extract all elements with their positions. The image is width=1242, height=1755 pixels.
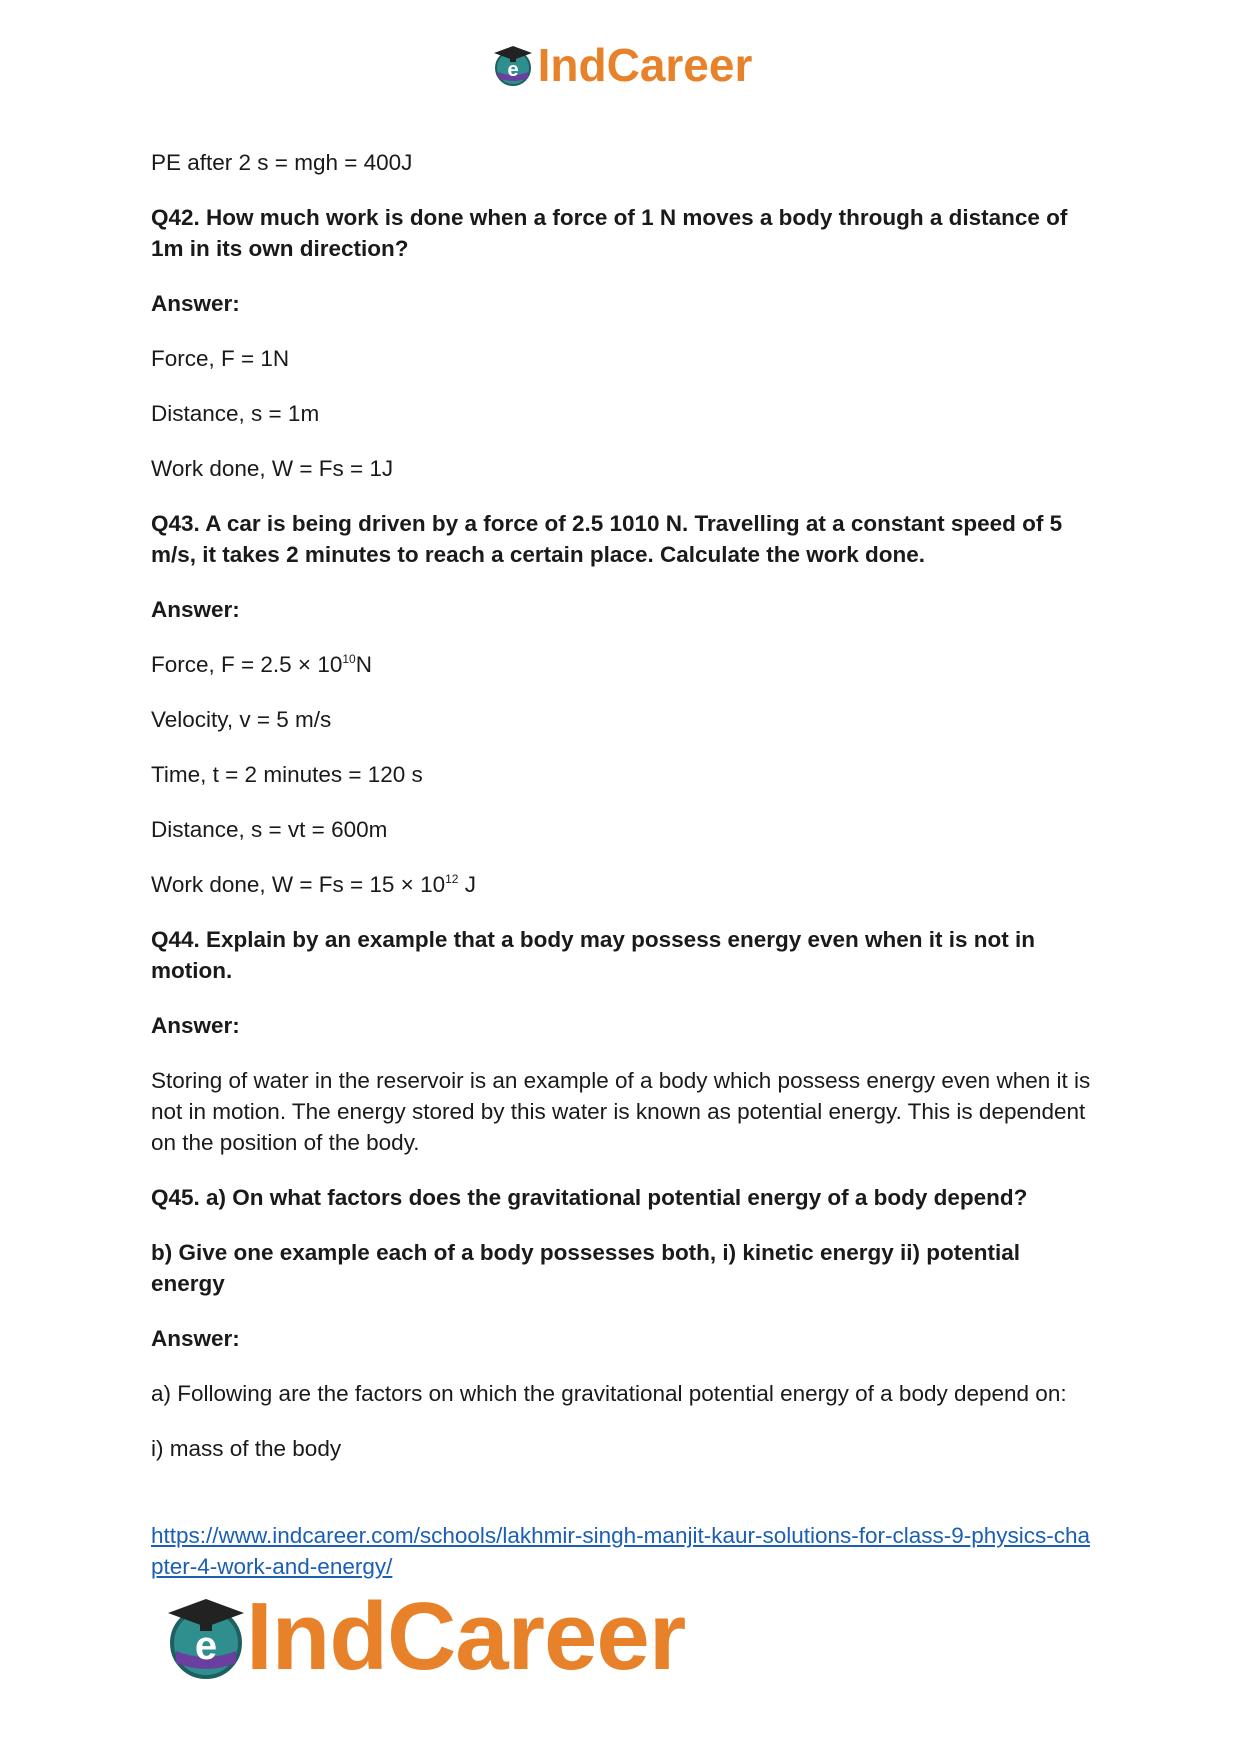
answer-label: Answer:	[151, 597, 240, 622]
svg-text:e: e	[507, 59, 519, 81]
q43-velocity: Velocity, v = 5 m/s	[151, 707, 332, 732]
q43-force	[151, 649, 1091, 680]
q45-answer-i: i) mass of the body	[151, 1436, 342, 1461]
q43-force-exponent: 10	[342, 652, 356, 666]
q45-answer-a: a) Following are the factors on which the gravitational potential energy of a body depend on:	[151, 1381, 1067, 1406]
svg-text:e: e	[194, 1624, 218, 1668]
q43-work-unit: J	[458, 872, 476, 897]
source-link[interactable]: https://www.indcareer.com/schools/lakhmir-singh-manjit-kaur-solutions-for-class-9-physics-chapter-4-work-and-energy/	[151, 1523, 1091, 1579]
question-43: Q43. A car is being driven by a force of 2.5 1010 N. Travelling at a constant speed of 5 m/s, it takes 2 minutes to reach a certain place. Calculate the work done.	[151, 511, 1063, 567]
q42-force: Force, F = 1N	[151, 346, 290, 371]
pe-line: PE after 2 s = mgh = 400J	[151, 150, 413, 175]
question-45a: Q45. a) On what factors does the gravitational potential energy of a body depend?	[151, 1185, 1028, 1210]
q43-work	[151, 869, 1091, 900]
document-body	[151, 147, 1091, 1488]
logo-wordmark: IndCareer	[537, 39, 753, 91]
question-44: Q44. Explain by an example that a body may possess energy even when it is not in motion.	[151, 927, 1036, 983]
answer-label: Answer:	[151, 291, 240, 316]
q42-work: Work done, W = Fs = 1J	[151, 456, 394, 481]
footer-logo	[160, 1582, 685, 1692]
q43-time: Time, t = 2 minutes = 120 s	[151, 762, 423, 787]
logo-wordmark: IndCareer	[246, 1583, 686, 1690]
header-logo	[0, 38, 1242, 92]
graduation-cap-globe-icon	[160, 1591, 252, 1683]
q42-distance: Distance, s = 1m	[151, 401, 320, 426]
q43-work-exponent: 12	[445, 872, 459, 886]
answer-label: Answer:	[151, 1013, 240, 1038]
question-42: Q42. How much work is done when a force of 1 N moves a body through a distance of 1m in its own direction?	[151, 205, 1068, 261]
question-45b: b) Give one example each of a body possesses both, i) kinetic energy ii) potential energy	[151, 1240, 1020, 1296]
q43-work-base: Work done, W = Fs = 15 × 10	[151, 872, 446, 897]
q43-force-base: Force, F = 2.5 × 10	[151, 652, 343, 677]
q44-answer: Storing of water in the reservoir is an example of a body which possess energy even when it is not in motion. The energy stored by this water is known as potential energy. This is dependent on the position of the body.	[151, 1068, 1091, 1155]
graduation-cap-globe-icon	[490, 42, 536, 88]
q43-distance: Distance, s = vt = 600m	[151, 817, 388, 842]
q43-force-unit: N	[355, 652, 372, 677]
answer-label: Answer:	[151, 1326, 240, 1351]
